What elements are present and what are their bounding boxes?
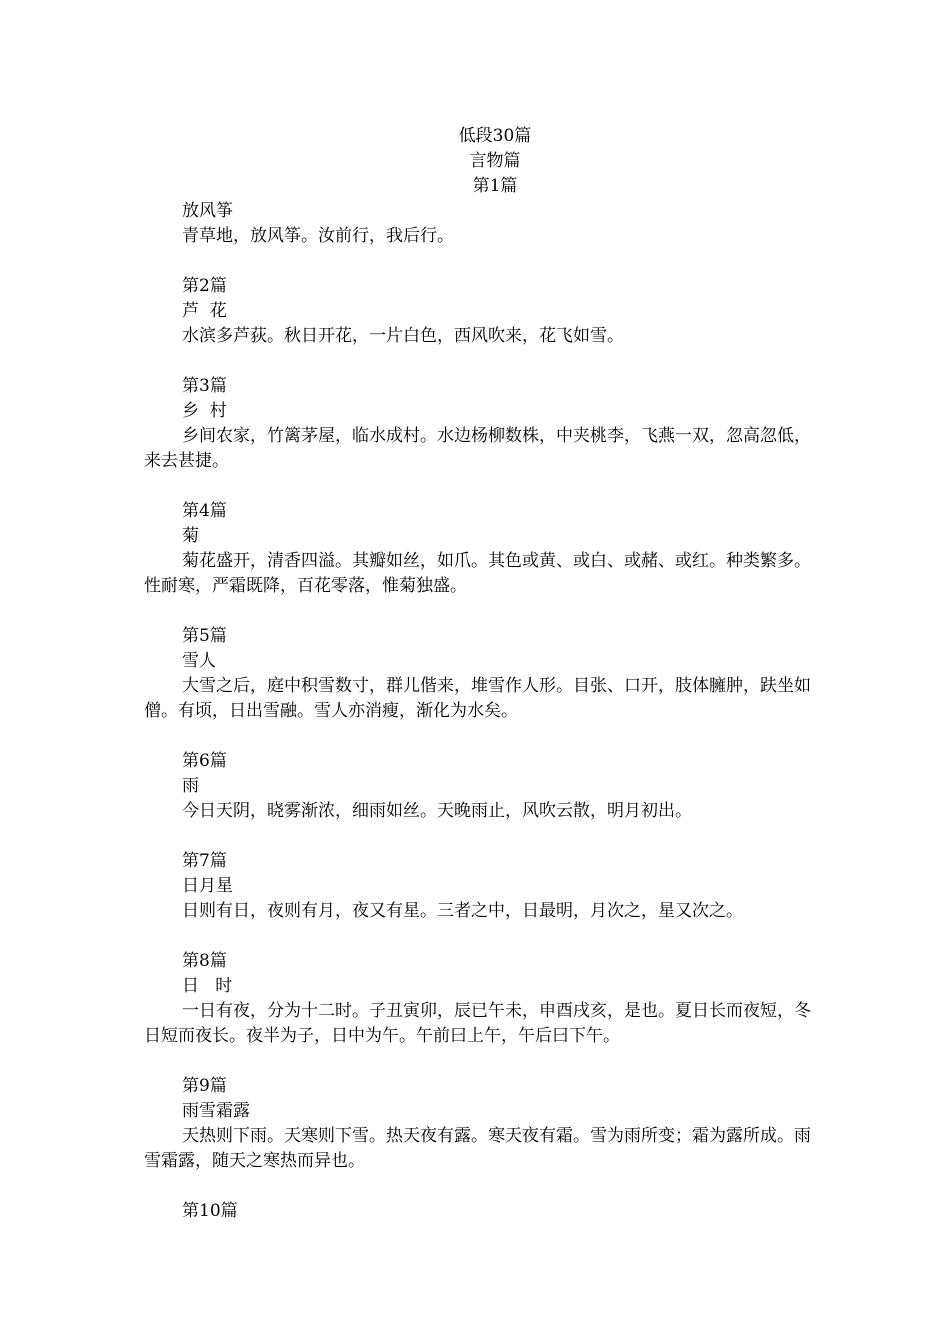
section-title: 乡 村 <box>182 401 227 421</box>
section-number: 第5篇 <box>182 626 227 646</box>
section-number: 第4篇 <box>182 501 227 521</box>
document-body <box>144 199 814 1224</box>
section-number: 第2篇 <box>182 276 227 296</box>
section-text: 乡间农家，竹篱茅屋，临水成村。水边杨柳数株，中夹桃李，飞燕一双，忽高忽低，来去甚捷。 <box>144 426 811 471</box>
collection-title: 低段30篇 <box>458 126 532 146</box>
section-title: 日 时 <box>182 976 233 996</box>
section-title: 放风筝 <box>182 201 233 221</box>
section-text: 水滨多芦荻。秋日开花，一片白色，西风吹来，花飞如雪。 <box>182 326 624 346</box>
section-text: 青草地，放风筝。汝前行，我后行。 <box>182 226 454 246</box>
section-title: 雨 <box>182 776 199 796</box>
section-number: 第6篇 <box>182 751 227 771</box>
section-number: 第9篇 <box>182 1076 227 1096</box>
section-title: 雨雪霜露 <box>182 1101 250 1121</box>
section-text: 一日有夜，分为十二时。子丑寅卯，辰已午未，申酉戌亥，是也。夏日长而夜短，冬日短而夜长。夜半为子，日中为午。午前曰上午，午后曰下午。 <box>144 1001 811 1046</box>
section-text: 天热则下雨。天寒则下雪。热天夜有露。寒天夜有霜。雪为雨所变；霜为露所成。雨雪霜露，随天之寒热而异也。 <box>144 1126 811 1171</box>
section-title: 菊 <box>182 526 199 546</box>
section-number: 第10篇 <box>182 1201 238 1221</box>
section-number: 第8篇 <box>182 951 227 971</box>
section-title: 芦 花 <box>182 301 227 321</box>
section-number: 第1篇 <box>472 176 518 196</box>
section-title: 日月星 <box>182 876 233 896</box>
section-number: 第3篇 <box>182 376 227 396</box>
section-text: 大雪之后，庭中积雪数寸，群儿偕来，堆雪作人形。目张、口开，肢体臃肿，趺坐如僧。有顷，日出雪融。雪人亦消瘦，渐化为水矣。 <box>144 676 811 721</box>
category-title: 言物篇 <box>469 151 521 171</box>
section-text: 今日天阴，晓雾渐浓，细雨如丝。天晚雨止，风吹云散，明月初出。 <box>182 801 692 821</box>
section-text: 菊花盛开，清香四溢。其瓣如丝，如爪。其色或黄、或白、或赭、或红。种类繁多。性耐寒，严霜既降，百花零落，惟菊独盛。 <box>144 551 811 596</box>
section-text: 日则有日，夜则有月，夜又有星。三者之中，日最明，月次之，星又次之。 <box>182 901 743 921</box>
section-title: 雪人 <box>182 651 216 671</box>
section-number: 第7篇 <box>182 851 227 871</box>
document-header <box>0 124 950 199</box>
